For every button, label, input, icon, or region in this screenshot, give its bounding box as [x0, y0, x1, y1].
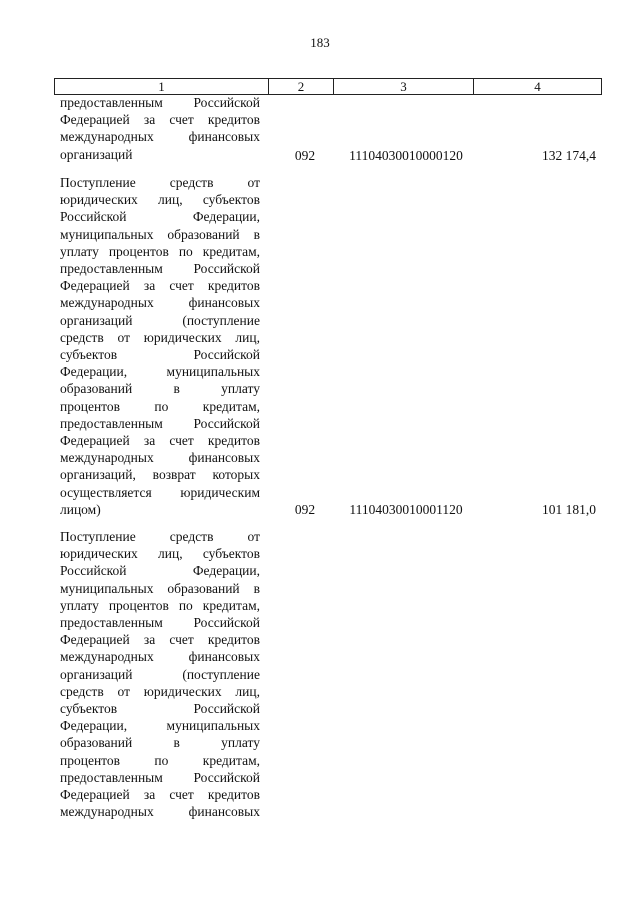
row-2-line: процентов по кредитам, — [60, 398, 260, 414]
row-2-line: предоставленным Российской — [60, 415, 260, 431]
header-col-4: 4 — [473, 79, 601, 94]
row-2-amount: 101 181,0 — [542, 502, 596, 517]
row-2-kbk: 11104030010001120 — [349, 502, 463, 517]
header-col-1: 1 — [158, 79, 165, 94]
row-3-line: международных финансовых — [60, 649, 260, 665]
row-2-line: организаций, возврат которых — [60, 467, 260, 483]
row-3-line: предоставленным Российской — [60, 615, 260, 631]
row-2-line: Федерацией за счет кредитов — [60, 278, 260, 294]
row-3-line: Федерации, муниципальных — [60, 718, 260, 734]
row-2-line: международных финансовых — [60, 450, 260, 466]
row-2-line: Федерацией за счет кредитов — [60, 433, 260, 449]
row-3-line: юридических лиц, субъектов — [60, 546, 260, 562]
row-3-line: предоставленным Российской — [60, 769, 260, 785]
row-2-line: субъектов Российской — [60, 347, 260, 363]
row-1-code: 092 — [294, 148, 316, 163]
row-2-line: образований в уплату — [60, 381, 260, 397]
row-3-line: муниципальных образований в — [60, 580, 260, 596]
row-1-line: Федерацией за счет кредитов — [60, 112, 260, 128]
row-1-line: предоставленным Российской — [60, 95, 260, 110]
row-2-line: лицом) — [60, 501, 101, 517]
row-2-line: Федерации, муниципальных — [60, 364, 260, 380]
row-3-line: Поступление средств от — [60, 529, 260, 544]
row-3-line: субъектов Российской — [60, 701, 260, 717]
row-1-line: международных финансовых — [60, 129, 260, 145]
header-col-3: 3 — [333, 79, 473, 94]
page-number: 183 — [310, 35, 330, 50]
row-3-line: организаций (поступление — [60, 666, 260, 682]
row-3-line: Федерацией за счет кредитов — [60, 632, 260, 648]
row-2-line: международных финансовых — [60, 295, 260, 311]
table-header — [54, 78, 602, 95]
header-col-2: 2 — [268, 79, 333, 94]
row-3-description — [60, 528, 260, 820]
row-3-line: Российской Федерации, — [60, 563, 260, 579]
row-2-line: уплату процентов по кредитам, — [60, 243, 260, 259]
row-3-line: уплату процентов по кредитам, — [60, 597, 260, 613]
row-3-line: процентов по кредитам, — [60, 752, 260, 768]
row-2-description — [60, 174, 260, 518]
row-2-line: Российской Федерации, — [60, 209, 260, 225]
row-2-line: предоставленным Российской — [60, 261, 260, 277]
row-2-line: осуществляется юридическим — [60, 484, 260, 500]
row-1-line: организаций — [60, 146, 133, 162]
row-3-line: Федерацией за счет кредитов — [60, 787, 260, 803]
row-2-line: юридических лиц, субъектов — [60, 192, 260, 208]
row-1-amount: 132 174,4 — [542, 148, 596, 163]
row-3-line: международных финансовых — [60, 804, 260, 820]
row-1-description — [60, 94, 260, 163]
row-3-line: образований в уплату — [60, 735, 260, 751]
row-2-code: 092 — [294, 502, 316, 517]
row-1-kbk: 11104030010000120 — [349, 148, 463, 163]
row-3-line: средств от юридических лиц, — [60, 683, 260, 699]
row-2-line: организаций (поступление — [60, 312, 260, 328]
row-2-line: средств от юридических лиц, — [60, 329, 260, 345]
row-2-line: Поступление средств от — [60, 175, 260, 190]
row-2-line: муниципальных образований в — [60, 226, 260, 242]
